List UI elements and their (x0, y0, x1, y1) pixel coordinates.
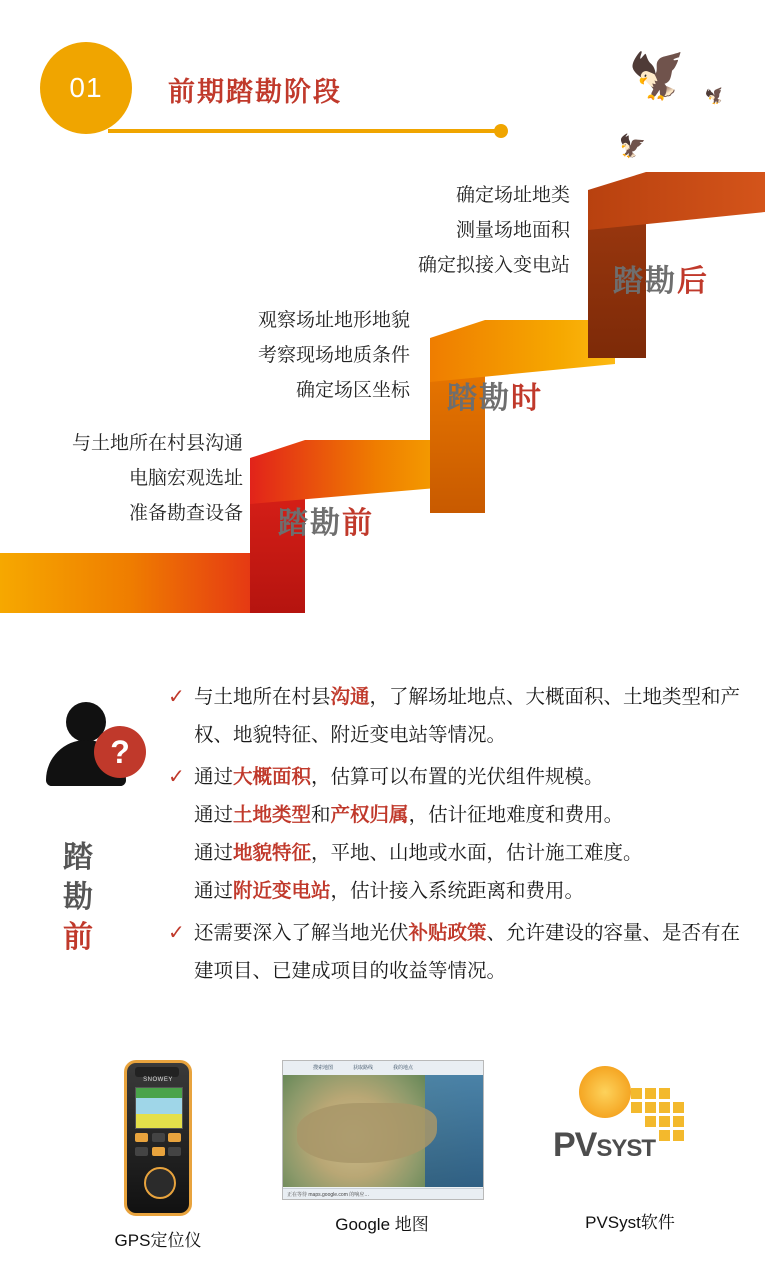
phase-side-label (48, 838, 108, 958)
tool-gps (78, 1060, 238, 1251)
person-question-icon (38, 698, 150, 798)
bullet-sub-line (194, 872, 643, 910)
bird-icon: 🦅 (616, 132, 648, 161)
header-divider-dot (494, 124, 508, 138)
bullet-list (168, 678, 748, 994)
gps-screen (135, 1087, 183, 1129)
text-fragment: 与土地所在村县 (194, 686, 331, 708)
text-fragment: ，平地、山地或水面，估计施工难度。 (311, 842, 643, 864)
page-title: 前期踏勘阶段 (168, 77, 342, 107)
highlight-fragment: 地貌特征 (233, 842, 312, 864)
step-3-tread (588, 172, 765, 230)
check-icon: ✓ (168, 922, 185, 944)
check-icon: ✓ (168, 766, 185, 788)
gps-brand-label: SNOWEY (143, 1077, 173, 1083)
list-item: 电脑宏观选址 (128, 468, 243, 489)
text-fragment: ，了解场址地点、大概面积、土地类型和产权、地貌特征、附近变电站等情况。 (194, 686, 741, 746)
bullet-text (194, 678, 748, 754)
step-1-tread (0, 553, 290, 613)
gps-key (168, 1133, 181, 1142)
text-fragment: 通过 (194, 880, 234, 902)
map-thumbnail-icon (282, 1060, 484, 1200)
side-label-line: 勘 (63, 881, 93, 914)
highlight-fragment: 大概面积 (233, 766, 312, 788)
text-fragment: ，估计接入系统距离和费用。 (330, 880, 585, 902)
side-label-line: 前 (63, 921, 93, 954)
tool-caption: PVSyst软件 (585, 1213, 675, 1232)
question-mark-icon: ? (94, 726, 146, 778)
bullet-main-line (194, 758, 643, 796)
list-item: 考察现场地质条件 (257, 345, 410, 366)
highlight-fragment: 土地类型 (233, 804, 312, 826)
highlight-fragment: 产权归属 (330, 804, 409, 826)
highlight-fragment: 沟通 (330, 686, 370, 708)
map-status-bar (283, 1188, 483, 1199)
step-label-before: 踏勘前 (278, 507, 374, 540)
pvsyst-logo-icon (535, 1060, 725, 1198)
gps-key (135, 1133, 148, 1142)
step-label-after: 踏勘后 (613, 265, 709, 298)
logo-main-text: PV (553, 1126, 597, 1164)
stairs-diagram (0, 168, 765, 618)
highlight-fragment: 附近变电站 (233, 880, 331, 902)
bullet-text (194, 758, 643, 910)
list-item: 观察场址地形地貌 (257, 310, 410, 331)
gps-key (168, 1147, 181, 1156)
list-item (168, 758, 748, 910)
bullet-text (194, 914, 748, 990)
gps-key-row (135, 1147, 181, 1156)
tool-pvsyst (530, 1060, 730, 1233)
gps-key (135, 1147, 148, 1156)
side-label-line: 踏 (63, 841, 93, 874)
check-icon: ✓ (168, 686, 185, 708)
gps-key-row (135, 1133, 181, 1142)
bullet-sub-line (194, 796, 643, 834)
tool-caption: Google 地图 (335, 1215, 429, 1234)
text-fragment: ，估计征地难度和费用。 (408, 804, 624, 826)
tools-row (0, 1050, 765, 1280)
list-item: 测量场地面积 (455, 220, 570, 241)
list-item (168, 678, 748, 754)
step-1-items (0, 426, 243, 531)
gps-screen-band (136, 1088, 182, 1098)
bullet-sub-line (194, 834, 643, 872)
step-3-items (340, 178, 570, 283)
list-item (168, 914, 748, 990)
step-label-during: 踏勘时 (447, 382, 543, 415)
map-status-text: 正在等待 maps.google.com 的响应… (287, 1192, 370, 1198)
step-2-items (170, 303, 410, 408)
text-fragment: ，估算可以布置的光伏组件规模。 (311, 766, 604, 788)
list-item: 确定拟接入变电站 (417, 255, 570, 276)
sun-icon (579, 1066, 631, 1118)
text-fragment: 通过 (194, 804, 234, 826)
list-item: 确定场区坐标 (295, 380, 410, 401)
header (0, 0, 765, 160)
text-fragment: 和 (311, 804, 331, 826)
pvsyst-wordmark (553, 1126, 655, 1165)
list-item: 与土地所在村县沟通 (71, 433, 243, 454)
text-fragment: 、允许建设的容量、是否有在建项目、已建成项目的收益等情况。 (194, 922, 741, 982)
tool-caption: GPS定位仪 (114, 1231, 202, 1250)
text-fragment: 通过 (194, 766, 234, 788)
gps-dpad (144, 1167, 176, 1199)
list-item: 确定场址地类 (455, 185, 570, 206)
map-toolbar: 搜索地图 获取路线 我的地点 (283, 1061, 483, 1076)
logo-sub-text: SYST (596, 1135, 656, 1162)
list-item: 准备勘查设备 (128, 503, 243, 524)
gps-antenna (135, 1067, 179, 1077)
text-fragment: 还需要深入了解当地光伏 (194, 922, 409, 944)
tool-google-map (282, 1060, 482, 1235)
header-divider (108, 129, 500, 133)
bird-icon: 🦅 (703, 85, 729, 108)
bird-icon: 🦅 (625, 43, 695, 108)
section-number-badge: 01 (40, 42, 132, 134)
text-fragment: 通过 (194, 842, 234, 864)
step-2-base-tread (250, 440, 460, 504)
gps-screen-band (136, 1114, 182, 1128)
gps-key (152, 1147, 165, 1156)
highlight-fragment: 补贴政策 (408, 922, 487, 944)
gps-device-icon (124, 1060, 192, 1216)
gps-key (152, 1133, 165, 1142)
